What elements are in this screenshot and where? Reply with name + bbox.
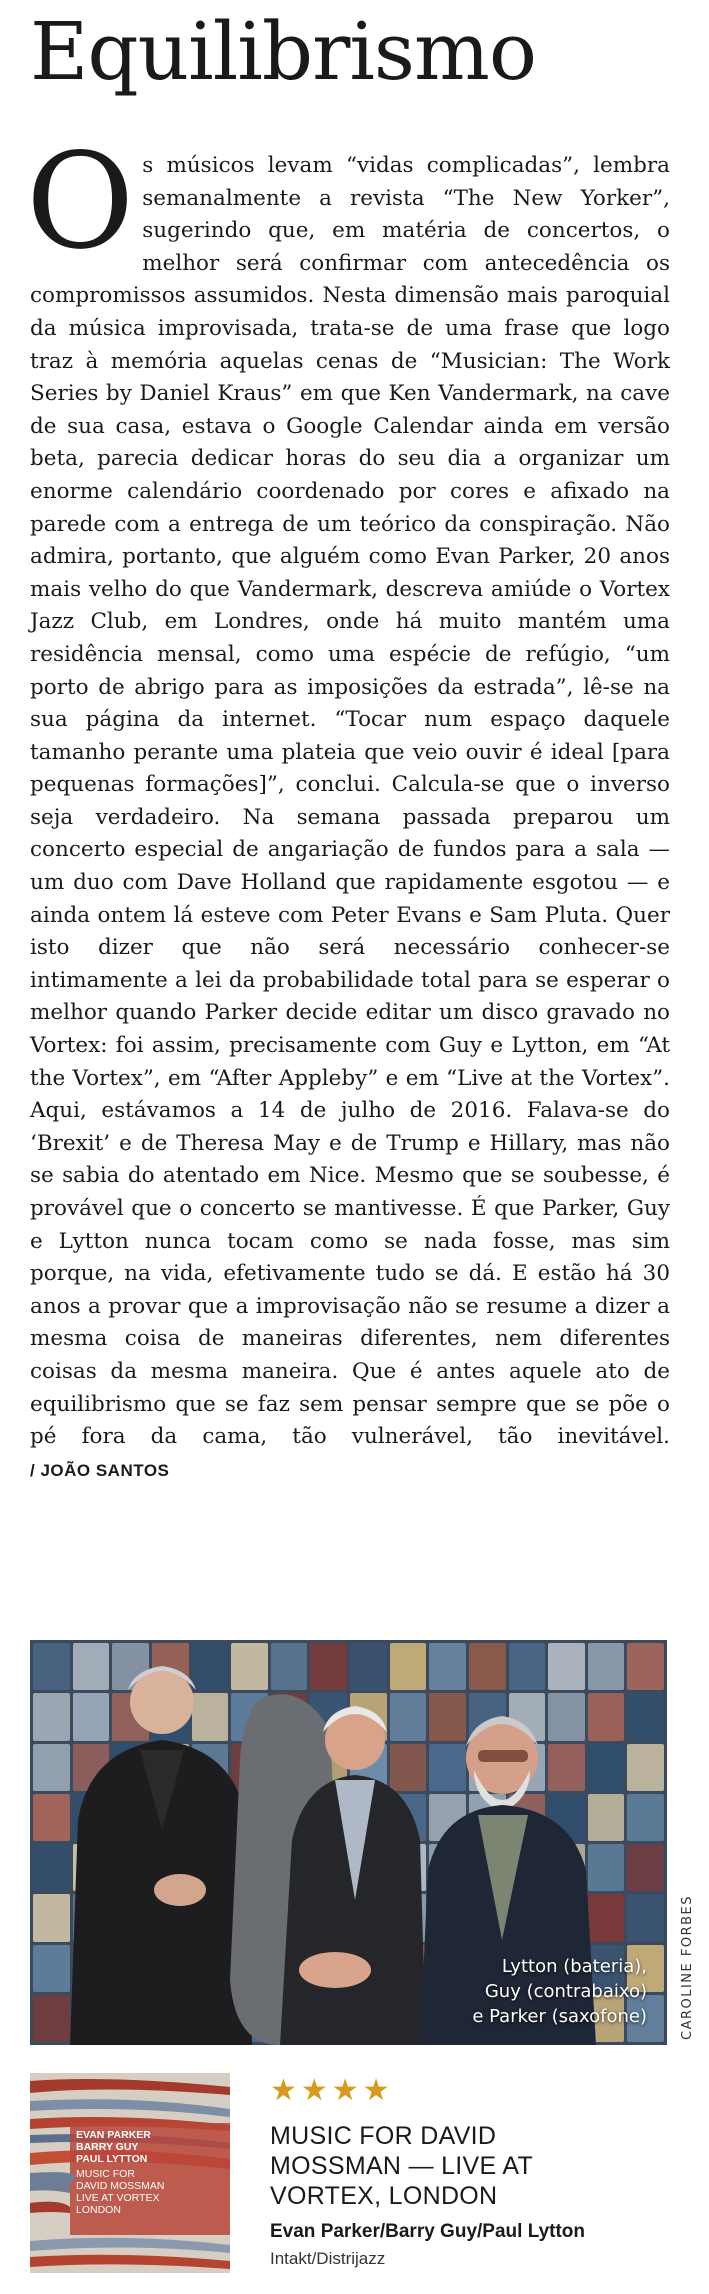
album-artists: Evan Parker/Barry Guy/Paul Lytton — [270, 2221, 586, 2242]
caption-line: e Parker (saxofone) — [472, 2006, 647, 2027]
cover-title-line: MUSIC FOR — [76, 2168, 135, 2180]
article-byline: / JOÃO SANTOS — [30, 1460, 170, 1480]
album-title-line: VORTEX, LONDON — [270, 2182, 498, 2210]
cover-title-line: LONDON — [76, 2204, 121, 2216]
photo-credit: CAROLINE FORBES — [680, 1894, 695, 2040]
photo-caption — [472, 1954, 647, 2029]
article-text: s músicos levam “vidas complicadas”, lembra semanalmente a revista “The New Yorker”, sugerindo que, em matéria de concertos, o melhor será confirmar com antecedência os compromissos assumidos. Nesta dimensão mais paroquial da música improvisada, trata-se de uma frase que logo traz à memória aquelas cenas de “Musician: The Work Series by Daniel Kraus” em que Ken Vandermark, na cave de sua casa, estava o Google Calendar ainda em versão beta, parecia dedicar horas do seu dia a organizar um enorme calendário coordenado por cores e afixado na parede com a entrega de um teórico da conspiração. Não admira, portanto, que alguém como Evan Parker, 20 anos mais velho do que Vandermark, descreva amiúde o Vortex Jazz Club, em Londres, onde há muito mantém uma residência mensal, como uma espécie de refúgio, “um porto de abrigo para as imposições da estrada”, lê-se na sua página da internet. “Tocar num espaço daquele tamanho perante uma plateia que veio ouvir é ideal [para pequenas formações]”, conclui. Calcula-se que o inverso seja verdadeiro. Na semana passada preparou um concerto especial de angariação de fundos para a sala — um duo com Dave Holland que rapidamente esgotou — e ainda ontem lá esteve com Peter Evans e Sam Pluta. Quer isto dizer que não será necessário conhecer-se intimamente a lei da probabilidade total para se esperar o melhor quando Parker decide editar um disco gravado no Vortex: foi assim, precisamente com Guy e Lytton, em “At the Vortex”, em “After Appleby” e em “Live at the Vortex”. Aqui, estávamos a 14 de julho de 2016. Falava-se do ‘Brexit’ e de Theresa May e de Trump e Hillary, mas não se sabia do atentado em Nice. Mesmo que se soubesse, é provável que o concerto se mantivesse. É que Parker, Guy e Lytton nunca tocam como se nada fosse, mas sim porque, na vida, efetivamente tudo se dá. E estão há 30 anos a provar que a improvisação não se resume a dizer a mesma coisa de maneiras diferentes, nem diferentes coisas da mesma maneira. Que é antes aquele ato de equilibrismo que se faz sem pensar sempre que se põe o pé fora da cama, tão vulnerável, tão inevitável. — [30, 153, 670, 1450]
caption-line: Guy (contrabaixo) — [484, 1981, 647, 2002]
record-label: Intakt/Distrijazz — [270, 2249, 386, 2268]
star-rating: ★★★★ — [270, 2073, 394, 2108]
album-title — [270, 2121, 680, 2211]
album-title-line: MUSIC FOR DAVID — [270, 2122, 497, 2150]
cover-title-line: LIVE AT VORTEX — [76, 2192, 160, 2204]
cover-artist: EVAN PARKER — [76, 2129, 151, 2141]
band-photo — [30, 1640, 667, 2045]
cover-artist: BARRY GUY — [76, 2141, 139, 2153]
drop-cap: O — [26, 125, 135, 279]
album-review — [270, 2073, 680, 2269]
album-cover — [30, 2073, 230, 2273]
article-title: Equilibrismo — [30, 5, 537, 98]
cover-artist: PAUL LYTTON — [76, 2153, 148, 2165]
cover-text — [76, 2129, 226, 2216]
article-body — [26, 125, 670, 1487]
cover-title-line: DAVID MOSSMAN — [76, 2180, 165, 2192]
caption-line: Lytton (bateria), — [501, 1956, 647, 1977]
album-title-line: MOSSMAN — LIVE AT — [270, 2152, 534, 2180]
